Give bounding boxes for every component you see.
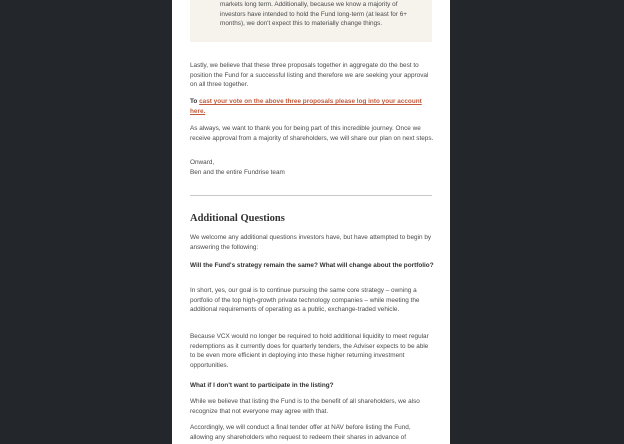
email-body: [172, 0, 450, 444]
question-strategy: Will the Fund's strategy remain the same? What will change about the portfolio?: [190, 262, 434, 269]
cta-prefix: To: [190, 98, 200, 105]
vote-call-to-action: [190, 97, 435, 116]
paragraph-thanks: As always, we want to thank you for being part of this incredible journey. Once we receive approval from a majority of shareholders, we will share our plan on next steps.: [190, 125, 434, 142]
answer-listing-p2: Accordingly, we will conduct a final tender offer at NAV before listing the Fund, allowing any shareholders who request to redeem their shares in advance of: [190, 424, 411, 441]
section-title: Additional Questions: [190, 213, 285, 224]
signature: Ben and the entire Fundrise team: [190, 169, 285, 176]
answer-strategy-p1: In short, yes, our goal is to continue pursuing the same core strategy – owning a portfolio of the top high-growth private technology companies – while meeting the additional requirements of operating as a public, exchange-traded vehicle.: [190, 287, 420, 314]
questions-intro: We welcome any additional questions investors have, but have attempted to begin by answering the following:: [190, 234, 432, 251]
section-divider: [190, 195, 432, 196]
signoff: Onward,: [190, 159, 215, 166]
callout-text: markets long term. Additionally, because we know a majority of investors have intended to hold the Fund long-term (at least for 6+ months), we don't expect this to materially change things.: [220, 1, 408, 28]
callout-box: [190, 0, 432, 42]
answer-listing-p1: While we believe that listing the Fund is to the benefit of all shareholders, we also recognize that not everyone may agree with that.: [190, 398, 420, 415]
paragraph-lastly: Lastly, we believe that these three proposals together in aggregate do the best to position the Fund for a successful listing and therefore we are seeking your approval on all three together.: [190, 62, 429, 89]
vote-link[interactable]: cast your vote on the above three proposals please log into your account here.: [190, 98, 422, 115]
answer-strategy-p2: Because VCX would no longer be required to hold additional liquidity to meet regular redemptions as it currently does for quarterly tenders, the Adviser expects to be able to be even more efficient in deploying into these higher returning investment opportunities.: [190, 333, 429, 369]
question-listing: What if I don't want to participate in the listing?: [190, 382, 334, 389]
